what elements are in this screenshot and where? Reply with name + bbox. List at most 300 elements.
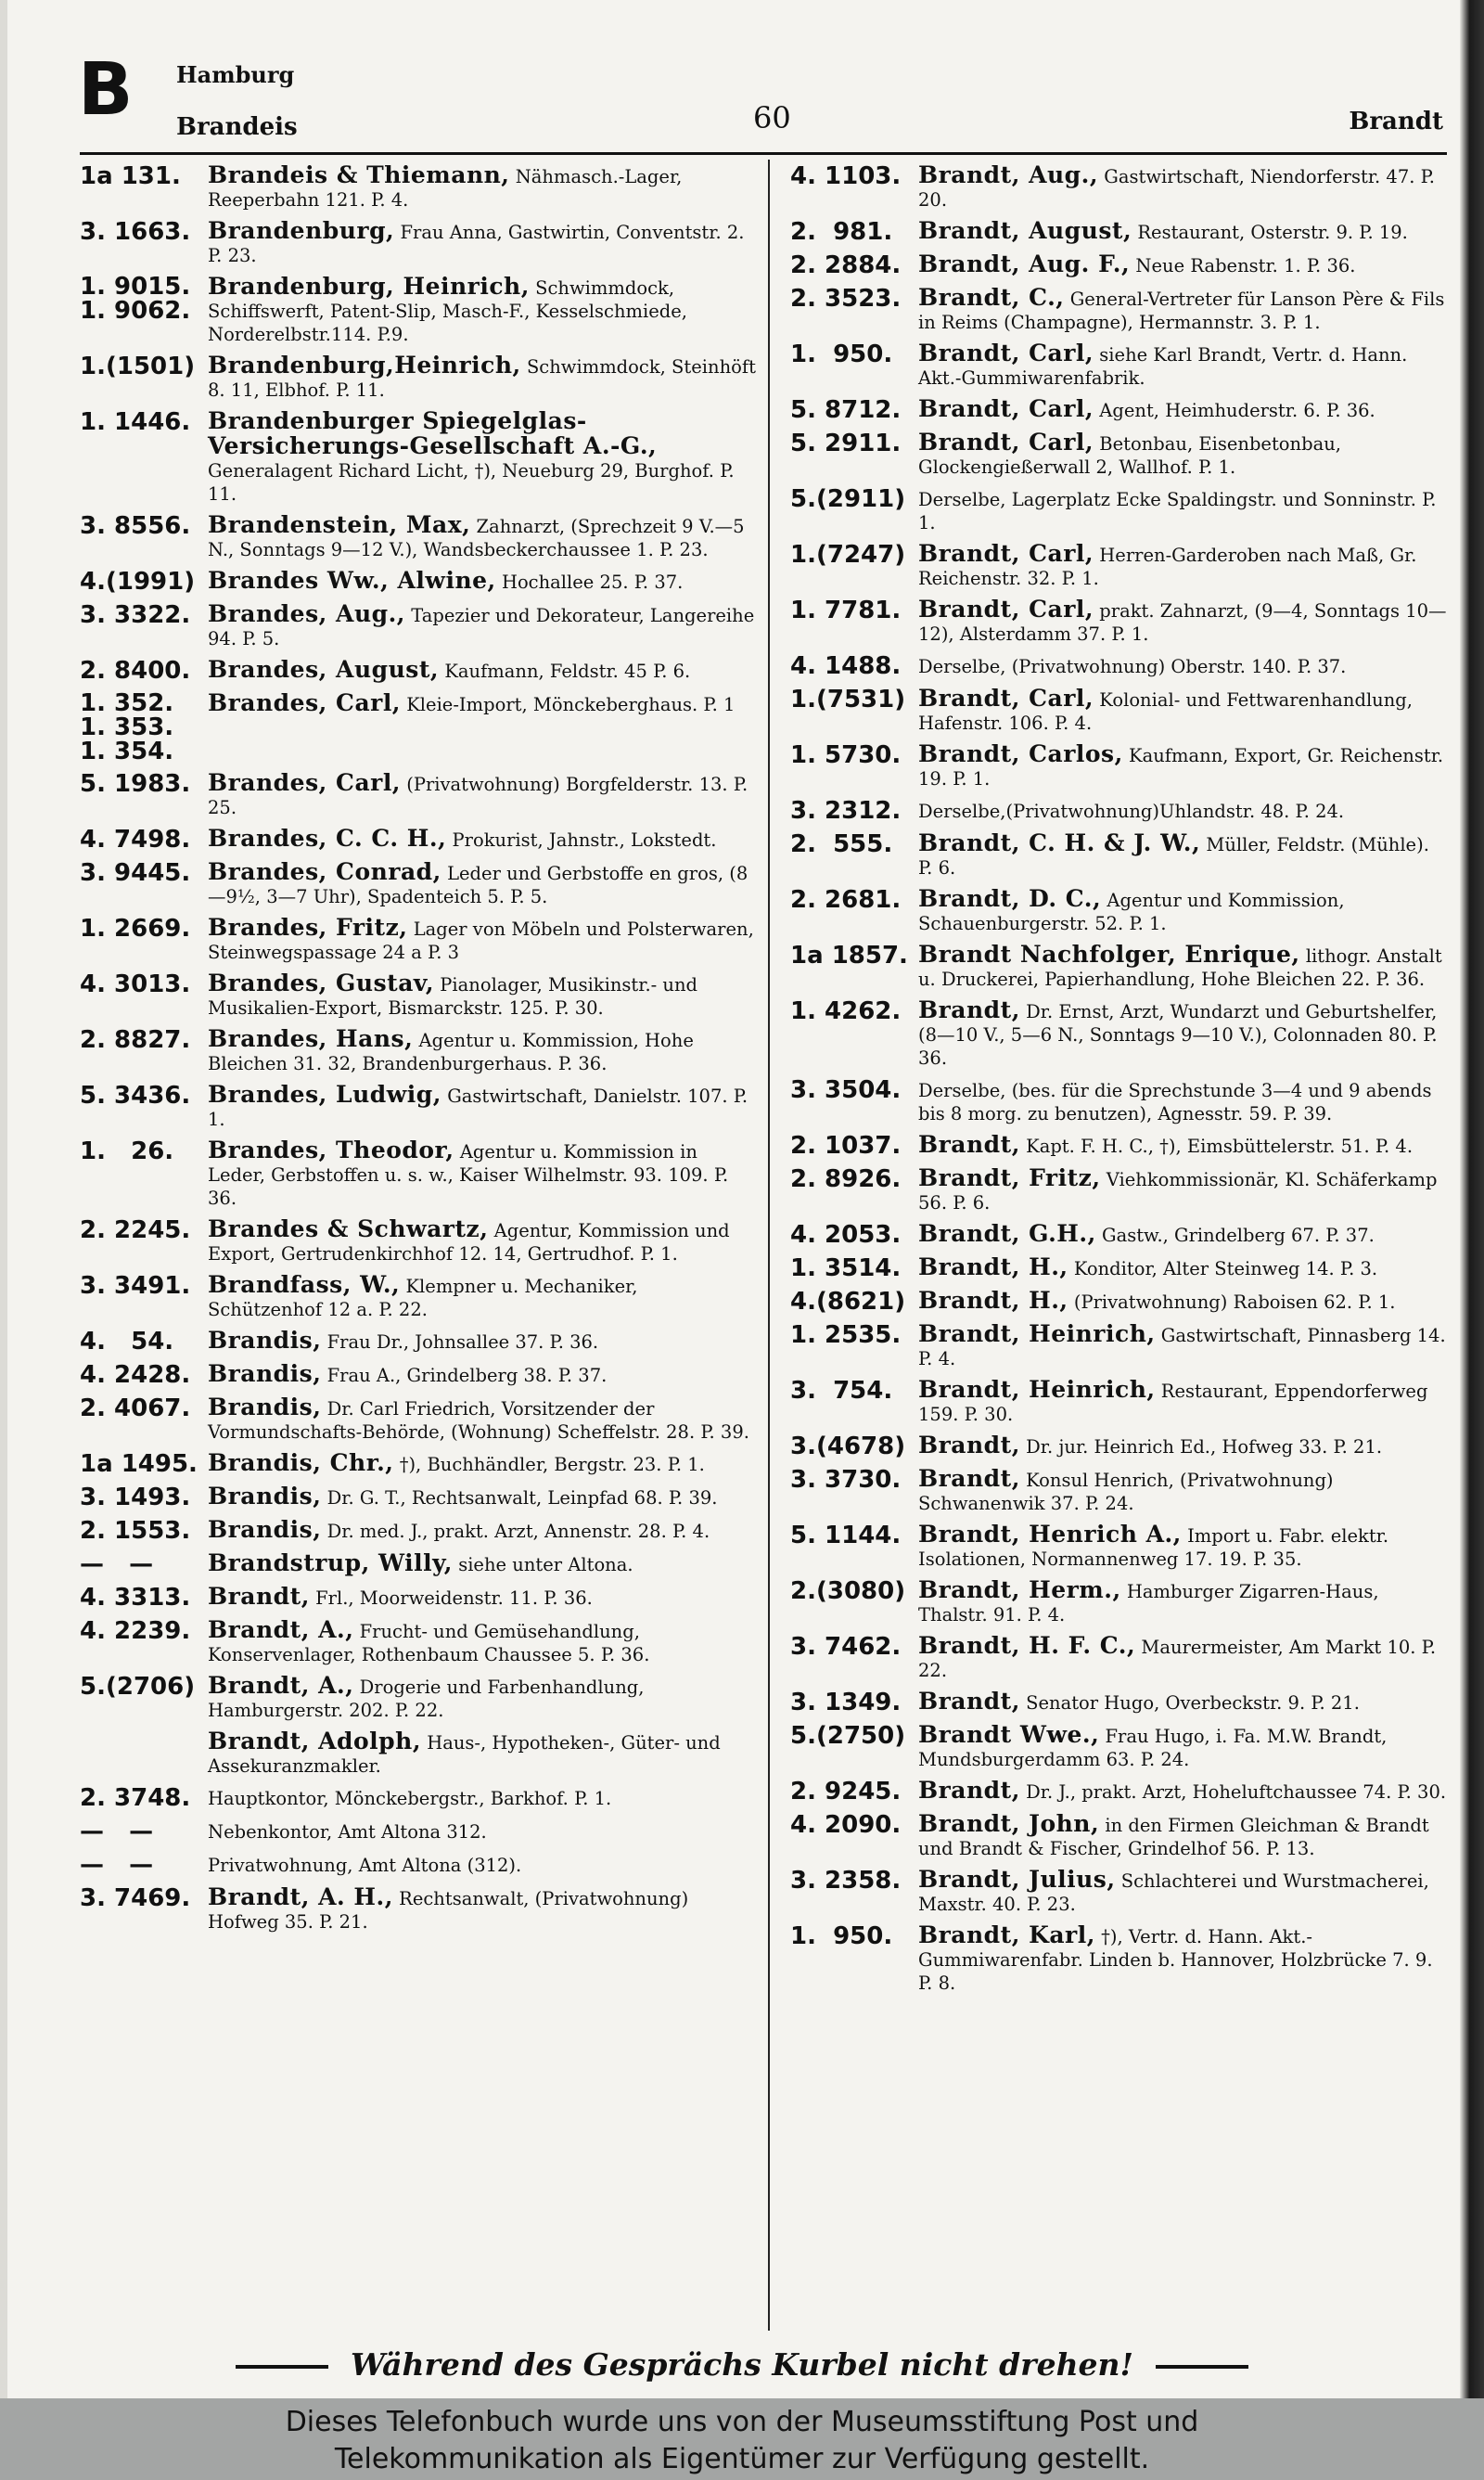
entry-details: Frucht- und Gemüsehandlung, Konservenlager, Rothenbaum Chaussee 5. P. 36. [208, 1621, 650, 1665]
entry-details: Frau Dr., Johnsallee 37. P. 36. [326, 1331, 599, 1353]
phone-number: 4. 2053. [790, 1221, 902, 1249]
entry-text [918, 542, 1449, 590]
subscriber-name: Brandes, Conrad, [208, 858, 441, 885]
entry-text [918, 742, 1449, 790]
phone-number: — — [80, 1818, 154, 1845]
directory-entry [80, 771, 757, 819]
entry-details: Frau Hugo, i. Fa. M.W. Brandt, Mundsburgerdamm 63. P. 24. [918, 1726, 1388, 1770]
phone-number: 3. 9445. [80, 859, 191, 887]
subscriber-name: Brandt, H., [918, 1287, 1068, 1314]
directory-entry [80, 827, 757, 853]
phone-number: 2. 981. [790, 218, 893, 246]
directory-entry [80, 163, 757, 212]
entry-details: Kapt. F. H. C., †), Eimsbüttelerstr. 51. P. 4. [1026, 1136, 1414, 1157]
entry-details: Privatwohnung, Amt Altona (312). [208, 1855, 522, 1876]
directory-entry [790, 1433, 1449, 1459]
directory-entry [80, 513, 757, 561]
subscriber-name: Brandt, A. H., [208, 1883, 393, 1910]
entry-details: (Privatwohnung) Borgfelderstr. 13. P. 25. [208, 774, 748, 818]
entry-details: Lager von Möbeln und Polsterwaren, Steinwegspassage 24 a P. 3 [208, 919, 754, 963]
credit-line-2: Telekommunikation als Eigentümer zur Verfügung gestellt. [334, 2443, 1150, 2475]
entry-text [918, 1634, 1449, 1682]
entry-text [918, 1289, 1449, 1314]
subscriber-name: Brandt, D. C., [918, 885, 1102, 912]
subscriber-name: Brandt, Henrich A., [918, 1521, 1182, 1548]
footer-dash-left [236, 2365, 328, 2369]
entry-details: Neue Rabenstr. 1. P. 36. [1135, 255, 1356, 276]
subscriber-name: Brandt, [208, 1583, 310, 1610]
entry-details: Schlachterei und Wurstmacherei, Maxstr. 40. P. 23. [918, 1870, 1429, 1915]
subscriber-name: Brandes Ww., Alwine, [208, 567, 496, 594]
directory-entry [790, 1133, 1449, 1159]
entry-details: siehe unter Altona. [458, 1554, 633, 1575]
section-letter: B [78, 48, 134, 132]
subscriber-name: Brandenburg, Heinrich, [208, 273, 530, 300]
directory-entry [790, 831, 1449, 880]
entry-text [208, 1138, 757, 1210]
entry-details: Dr. Ernst, Arzt, Wundarzt und Geburtshelfer, (8—10 V., 5—6 N., Sonntags 9—10 V.), Colonnaden 80. P. 36. [918, 1001, 1438, 1069]
directory-entry [80, 569, 757, 595]
phone-number: 5.(2706) [80, 1673, 196, 1701]
phone-number: 2. 9245. [790, 1778, 902, 1805]
entry-text [208, 1818, 757, 1844]
entry-details: Hauptkontor, Mönckebergstr., Barkhof. P. 1. [208, 1788, 612, 1809]
credit-line-1: Dieses Telefonbuch wurde uns von der Museumsstiftung Post und [285, 2406, 1199, 2438]
directory-entry [80, 1083, 757, 1131]
right-column [790, 163, 1449, 2002]
phone-number: 2. 8926. [790, 1165, 902, 1193]
entry-text [208, 1785, 757, 1810]
subscriber-name: Brandis, [208, 1483, 322, 1510]
subscriber-name: Brandt, Aug. F., [918, 251, 1131, 277]
subscriber-name: Brandt Nachfolger, Enrique, [918, 941, 1300, 968]
entry-text [918, 687, 1449, 735]
phone-number: 4. 3313. [80, 1584, 191, 1612]
subscriber-name: Brandt, [918, 1465, 1020, 1492]
directory-entry [80, 219, 757, 267]
entry-text [918, 943, 1449, 991]
entry-text [208, 1618, 757, 1666]
phone-number: 3. 7462. [790, 1633, 902, 1661]
phone-number: 1. 4262. [790, 997, 902, 1025]
subscriber-name: Brandstrup, Willy, [208, 1549, 453, 1576]
entry-text [918, 1433, 1449, 1458]
subscriber-name: Brandenburger Spiegelglas-Versicherungs-Gesellschaft A.-G., [208, 407, 658, 459]
directory-entry [80, 1273, 757, 1321]
entry-details: Kolonial- und Fettwarenhandlung, Hafenstr. 106. P. 4. [918, 689, 1413, 734]
subscriber-name: Brandt, [918, 1777, 1020, 1804]
directory-entry [80, 1818, 757, 1844]
phone-number: 2. 2681. [790, 886, 902, 914]
entry-text [918, 1378, 1449, 1426]
header-first-name: Brandeis [176, 113, 298, 141]
entry-text [208, 602, 757, 650]
entry-text [918, 219, 1449, 244]
page-edge-left [0, 0, 7, 2398]
entry-details: Rechtsanwalt, (Privatwohnung) Hofweg 35. P. 21. [208, 1888, 689, 1933]
phone-number: 1. 5730. [790, 741, 902, 769]
phone-number: 1. 950. [790, 341, 893, 368]
entry-text [918, 1923, 1449, 1995]
directory-entry [790, 163, 1449, 212]
entry-details: Zahnarzt, (Sprechzeit 9 V.—5 N., Sonntags 9—12 V.), Wandsbeckerchaussee 1. P. 23. [208, 516, 745, 560]
entry-details: Derselbe, (Privatwohnung) Oberstr. 140. P. 37. [918, 656, 1347, 677]
header-last-name: Brandt [1349, 108, 1443, 135]
subscriber-name: Brandes, Gustav, [208, 970, 435, 996]
directory-entry [80, 1362, 757, 1388]
phone-number: 1. 7781. [790, 597, 902, 624]
entry-text [918, 1690, 1449, 1715]
entry-details: Hamburger Zigarren-Haus, Thalstr. 91. P. 4. [918, 1581, 1379, 1625]
directory-entry [80, 275, 757, 346]
subscriber-name: Brandt, Aug., [918, 161, 1099, 188]
phone-number: 2. 3748. [80, 1784, 191, 1812]
directory-entry [80, 1395, 757, 1444]
header-city: Hamburg [176, 61, 295, 88]
credit-band [0, 2398, 1484, 2480]
entry-text [918, 163, 1449, 212]
subscriber-name: Brandt, Carl, [918, 429, 1094, 456]
phone-number: 3. 3730. [790, 1466, 902, 1494]
entry-details: Kaufmann, Export, Gr. Reichenstr. 19. P. 1. [918, 745, 1444, 790]
entry-details: Derselbe,(Privatwohnung)Uhlandstr. 48. P. 24. [918, 801, 1345, 822]
phone-number: 3. 2312. [790, 797, 902, 825]
directory-entry [790, 1923, 1449, 1995]
entry-text [208, 1484, 757, 1510]
subscriber-name: Brandfass, W., [208, 1271, 401, 1298]
subscriber-name: Brandes & Schwartz, [208, 1215, 489, 1242]
subscriber-name: Brandt, Carl, [918, 340, 1094, 366]
entry-details: Drogerie und Farbenhandlung, Hamburgerstr. 202. P. 22. [208, 1677, 645, 1721]
subscriber-name: Brandt, Carl, [918, 395, 1094, 422]
subscriber-name: Brandt, Heinrich, [918, 1376, 1156, 1403]
phone-number: 5. 1983. [80, 770, 191, 798]
subscriber-name: Brandes, Ludwig, [208, 1081, 441, 1108]
subscriber-name: Brandenstein, Max, [208, 511, 471, 538]
entry-text [208, 1551, 757, 1576]
entry-details: Generalagent Richard Licht, †), Neueburg 29, Burghof. P. 11. [208, 460, 735, 505]
directory-entry [80, 1138, 757, 1210]
phone-number: 3. 1663. [80, 218, 191, 246]
directory-entry [80, 1785, 757, 1811]
subscriber-name: Brandt, [918, 1131, 1020, 1158]
entry-details: †), Vertr. d. Hann. Akt.-Gummiwarenfabr. Linden b. Hannover, Holzbrücke 7. 9. P. 8. [918, 1926, 1433, 1994]
subscriber-name: Brandes, Hans, [208, 1025, 414, 1052]
directory-entry [80, 353, 757, 402]
entry-details: Nebenkontor, Amt Altona 312. [208, 1821, 487, 1843]
phone-number: 1a 1495. [80, 1450, 198, 1478]
directory-entry [80, 691, 757, 764]
entry-details: Maurermeister, Am Markt 10. P. 22. [918, 1637, 1437, 1681]
phone-number: 4. 1488. [790, 652, 902, 680]
directory-entry [790, 798, 1449, 824]
subscriber-name: Brandt, Carl, [918, 540, 1094, 567]
entry-text [918, 831, 1449, 880]
entry-details: Frau Anna, Gastwirtin, Conventstr. 2. P. 23. [208, 222, 745, 266]
entry-details: Hochallee 25. P. 37. [501, 572, 684, 593]
entry-details: Konditor, Alter Steinweg 14. P. 3. [1073, 1258, 1378, 1279]
directory-entry [80, 1217, 757, 1266]
subscriber-name: Brandt, C. H. & J. W., [918, 829, 1201, 856]
subscriber-name: Brandt, Heinrich, [918, 1320, 1156, 1347]
phone-number: 2. 1037. [790, 1132, 902, 1160]
entry-details: (Privatwohnung) Raboisen 62. P. 1. [1073, 1291, 1396, 1313]
entry-text [208, 827, 757, 852]
entry-text [208, 163, 757, 212]
entry-details: Herren-Garderoben nach Maß, Gr. Reichenstr. 32. P. 1. [918, 545, 1417, 589]
subscriber-name: Brandt, John, [918, 1810, 1100, 1837]
directory-entry [790, 998, 1449, 1070]
entry-text [208, 658, 757, 683]
subscriber-name: Brandes, Theodor, [208, 1137, 454, 1163]
entry-text [918, 1723, 1449, 1771]
entry-text [208, 1083, 757, 1131]
subscriber-name: Brandt, C., [918, 284, 1065, 311]
phone-number: 2. 8827. [80, 1026, 191, 1054]
phone-number: 3.(4678) [790, 1433, 906, 1460]
entry-text [918, 1133, 1449, 1158]
phone-number: 2. 2884. [790, 251, 902, 279]
directory-entry [790, 1289, 1449, 1315]
directory-entry [80, 916, 757, 964]
phone-number: 3. 754. [790, 1377, 893, 1405]
phone-number: 3. 3322. [80, 601, 191, 629]
directory-entry [790, 943, 1449, 991]
directory-entry [790, 1812, 1449, 1860]
entry-details: Agent, Heimhuderstr. 6. P. 36. [1099, 400, 1375, 421]
entry-text [208, 275, 757, 346]
entry-text [208, 569, 757, 594]
subscriber-name: Brandenburg, [208, 217, 395, 244]
directory-entry [790, 252, 1449, 278]
entry-text [208, 1395, 757, 1444]
directory-entry [790, 1077, 1449, 1125]
entry-details: Kleie-Import, Mönckeberghaus. P. 1 [406, 694, 736, 715]
entry-text [918, 1222, 1449, 1247]
entry-text [208, 916, 757, 964]
entry-text [208, 1273, 757, 1321]
entry-text [918, 998, 1449, 1070]
entry-text [208, 1729, 757, 1778]
directory-entry [790, 1634, 1449, 1682]
entry-text [208, 691, 757, 716]
entry-text [918, 887, 1449, 935]
subscriber-name: Brandenburg,Heinrich, [208, 352, 521, 379]
phone-number: 5. 2911. [790, 430, 902, 457]
subscriber-name: Brandeis & Thiemann, [208, 161, 510, 188]
footer-note [0, 2346, 1484, 2383]
entry-details: Frau A., Grindelberg 38. P. 37. [326, 1365, 608, 1386]
entry-details: Haus-, Hypotheken-, Güter- und Assekuranzmakler. [208, 1732, 721, 1777]
entry-text [918, 1322, 1449, 1370]
phone-number: 4. 2239. [80, 1617, 191, 1645]
phone-number: 1. 352. 1. 353. 1. 354. [80, 689, 174, 765]
directory-entry [80, 1585, 757, 1611]
entry-details: Agentur, Kommission und Export, Gertrudenkirchhof 12. 14, Gertrudhof. P. 1. [208, 1220, 730, 1265]
phone-number: 1.(7531) [790, 686, 906, 713]
directory-entry [80, 602, 757, 650]
directory-entry [790, 341, 1449, 390]
directory-entry [80, 1027, 757, 1075]
entry-text [208, 771, 757, 819]
entry-details: Gastwirtschaft, Pinnasberg 14. P. 4. [918, 1325, 1446, 1369]
entry-details: Agentur u. Kommission, Hohe Bleichen 31. 32, Brandenburgerhaus. P. 36. [208, 1030, 694, 1074]
phone-number: 3. 3504. [790, 1076, 902, 1104]
subscriber-name: Brandt, [918, 1688, 1020, 1715]
directory-entry [790, 742, 1449, 790]
subscriber-name: Brandt, Herm., [918, 1576, 1121, 1603]
phone-number: 5. 1144. [790, 1522, 902, 1549]
subscriber-name: Brandes, Carl, [208, 689, 402, 716]
directory-entry [80, 1885, 757, 1934]
phone-number: 2.(3080) [790, 1577, 906, 1605]
subscriber-name: Brandt, Fritz, [918, 1164, 1101, 1191]
directory-entry [790, 219, 1449, 245]
entry-text [918, 341, 1449, 390]
phone-number: 3. 2358. [790, 1867, 902, 1895]
directory-entry [790, 1523, 1449, 1571]
directory-entry [790, 542, 1449, 590]
page-number: 60 [753, 100, 791, 135]
phone-number: — — [80, 1550, 154, 1578]
directory-entry [80, 971, 757, 1020]
phone-number: 3. 1349. [790, 1689, 902, 1716]
subscriber-name: Brandes, Carl, [208, 769, 402, 796]
entry-text [918, 286, 1449, 334]
entry-text [208, 1362, 757, 1387]
entry-text [208, 1518, 757, 1543]
entry-details: Dr. med. J., prakt. Arzt, Annenstr. 28. P. 4. [326, 1521, 710, 1542]
phone-number: 2. 3523. [790, 285, 902, 313]
directory-entry [790, 687, 1449, 735]
directory-entry [790, 1467, 1449, 1515]
subscriber-name: Brandt, [918, 1432, 1020, 1458]
phone-number: 4. 54. [80, 1328, 174, 1356]
subscriber-name: Brandt, [918, 996, 1020, 1023]
entry-text [918, 430, 1449, 479]
entry-text [208, 860, 757, 908]
entry-details: Viehkommissionär, Kl. Schäferkamp 56. P. 6. [918, 1169, 1438, 1214]
entry-details: Betonbau, Eisenbetonbau, Glockengießerwall 2, Wallhof. P. 1. [918, 433, 1341, 478]
phone-number: 2. 555. [790, 830, 893, 858]
phone-number: 4. 3013. [80, 970, 191, 998]
phone-number: 3. 3491. [80, 1272, 191, 1300]
directory-entry [790, 887, 1449, 935]
phone-number: 5.(2750) [790, 1722, 906, 1750]
subscriber-name: Brandes, C. C. H., [208, 825, 447, 852]
entry-text [918, 1467, 1449, 1515]
page-edge-right [1460, 0, 1484, 2398]
phone-number: 1a 1857. [790, 942, 908, 970]
entry-details: lithogr. Anstalt u. Druckerei, Papierhandlung, Hohe Bleichen 22. P. 36. [918, 945, 1442, 990]
entry-text [918, 798, 1449, 823]
directory-entry [80, 860, 757, 908]
entry-details: Senator Hugo, Overbeckstr. 9. P. 21. [1026, 1692, 1360, 1714]
subscriber-name: Brandis, [208, 1516, 322, 1543]
phone-number: 3. 8556. [80, 512, 191, 540]
subscriber-name: Brandt, H. F. C., [918, 1632, 1136, 1659]
footer-note-text: Während des Gesprächs Kurbel nicht drehen! [350, 2346, 1134, 2383]
entry-text [208, 1852, 757, 1877]
directory-entry [80, 1852, 757, 1878]
phone-number: 2. 2245. [80, 1216, 191, 1244]
entry-text [208, 1885, 757, 1934]
entry-text [208, 219, 757, 267]
subscriber-name: Brandt, A., [208, 1672, 354, 1699]
entry-details: Müller, Feldstr. (Mühle). P. 6. [918, 834, 1429, 879]
subscriber-name: Brandis, [208, 1327, 322, 1354]
entry-details: Prokurist, Jahnstr., Lokstedt. [452, 829, 717, 851]
entry-details: Dr. Carl Friedrich, Vorsitzender der Vormundschafts-Behörde, (Wohnung) Scheffelstr. 28. P. 39. [208, 1398, 749, 1443]
entry-details: Tapezier und Dekorateur, Langereihe 94. P. 5. [208, 605, 755, 649]
phone-number: — — [80, 1851, 154, 1879]
directory-entry [790, 486, 1449, 534]
subscriber-name: Brandt, Carl, [918, 596, 1094, 623]
subscriber-name: Brandis, Chr., [208, 1449, 394, 1476]
entry-details: Konsul Henrich, (Privatwohnung) Schwanenwik 37. P. 24. [918, 1470, 1334, 1514]
phone-number: 1. 2669. [80, 915, 191, 943]
subscriber-name: Brandes, Fritz, [208, 914, 408, 941]
directory-entry [790, 1378, 1449, 1426]
entry-details: Klempner u. Mechaniker, Schützenhof 12 a. P. 22. [208, 1276, 638, 1320]
entry-details: Agentur und Kommission, Schauenburgerstr. 52. P. 1. [918, 890, 1345, 934]
phone-number: 3. 1493. [80, 1484, 191, 1511]
entry-details: Import u. Fabr. elektr. Isolationen, Normannenweg 17. 19. P. 35. [918, 1525, 1389, 1570]
subscriber-name: Brandis, [208, 1360, 322, 1387]
phone-number: 2. 4067. [80, 1394, 191, 1422]
phone-number: 5. 8712. [790, 396, 902, 424]
directory-entry [790, 397, 1449, 423]
entry-details: †), Buchhändler, Bergstr. 23. P. 1. [399, 1454, 705, 1475]
entry-text [918, 1166, 1449, 1214]
entry-details: Frl., Moorweidenstr. 11. P. 36. [315, 1587, 593, 1609]
subscriber-name: Brandt Wwe., [918, 1721, 1100, 1748]
directory-entry [80, 1729, 757, 1778]
subscriber-name: Brandes, Aug., [208, 600, 406, 627]
entry-text [208, 513, 757, 561]
phone-number: 4.(1991) [80, 568, 196, 596]
directory-entry [80, 1551, 757, 1577]
entry-text [918, 1077, 1449, 1125]
directory-entry [790, 286, 1449, 334]
directory-entry [80, 1484, 757, 1510]
entry-details: Gastw., Grindelberg 67. P. 37. [1102, 1225, 1375, 1246]
entry-text [918, 252, 1449, 277]
phone-number: 3. 7469. [80, 1884, 191, 1912]
entry-details: General-Vertreter für Lanson Père & Fils in Reims (Champagne), Hermannstr. 3. P. 1. [918, 289, 1445, 333]
entry-text [208, 1674, 757, 1722]
phone-number: 4. 7498. [80, 826, 191, 854]
phone-number: 1.(7247) [790, 541, 906, 569]
entry-text [208, 971, 757, 1020]
entry-details: Nähmasch.-Lager, Reeperbahn 121. P. 4. [208, 166, 683, 211]
phone-number: 1. 2535. [790, 1321, 902, 1349]
entry-details: Restaurant, Eppendorferweg 159. P. 30. [918, 1381, 1428, 1425]
entry-text [918, 598, 1449, 646]
subscriber-name: Brandt, H., [918, 1253, 1068, 1280]
phone-number: 2. 1553. [80, 1517, 191, 1545]
phone-number: 5.(2911) [790, 485, 906, 513]
phone-number: 4.(8621) [790, 1288, 906, 1316]
phone-number: 4. 1103. [790, 162, 902, 190]
subscriber-name: Brandes, August, [208, 656, 440, 683]
phone-number: 1. 9015. 1. 9062. [80, 273, 191, 325]
phone-number: 1a 131. [80, 162, 181, 190]
entry-text [208, 1217, 757, 1266]
phone-number: 2. 8400. [80, 657, 191, 685]
subscriber-name: Brandt, Carl, [918, 685, 1094, 712]
directory-entry [790, 1868, 1449, 1916]
